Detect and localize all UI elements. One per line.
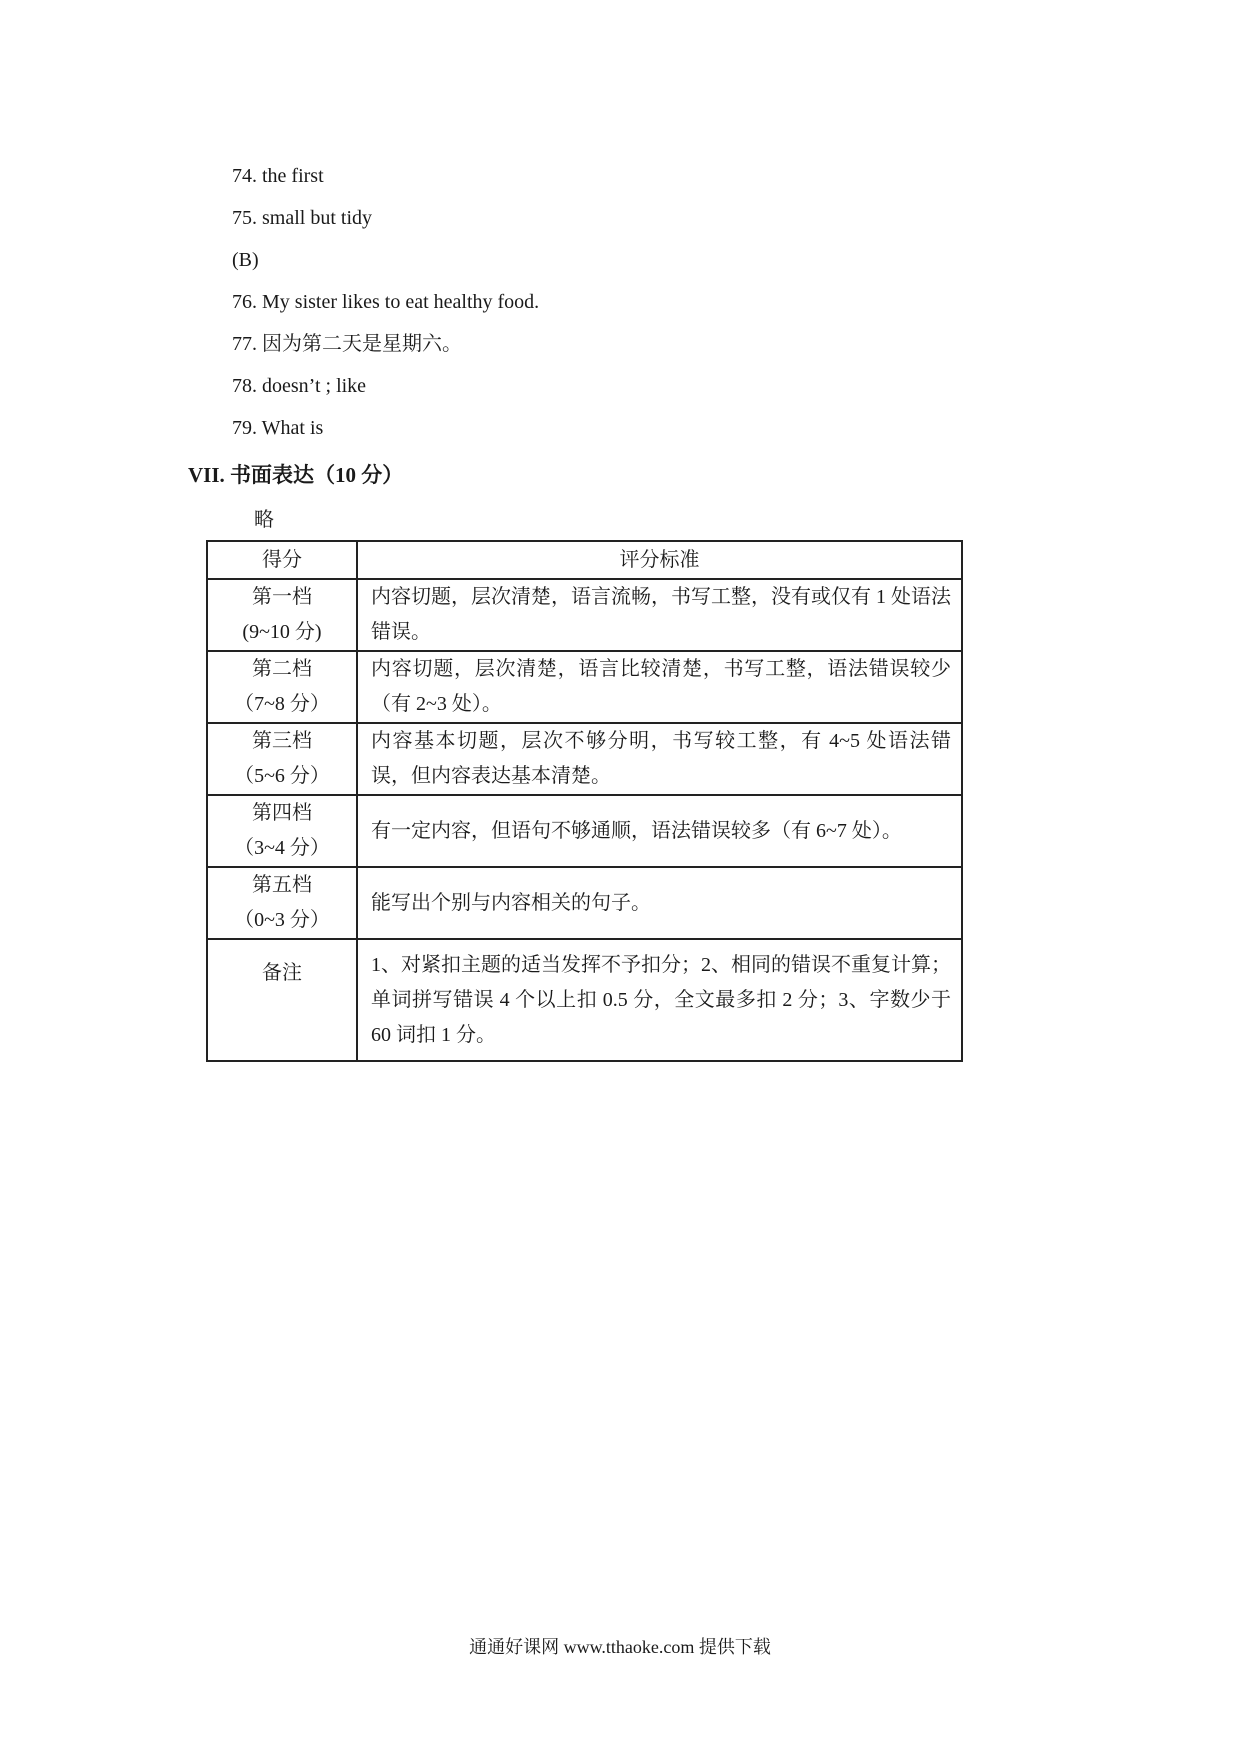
grade-level: 第二档 (252, 658, 312, 680)
answer-77: 77. 因为第二天是星期六。 (232, 333, 462, 355)
grade-range: （5~6 分） (234, 765, 330, 787)
answer-79: 79. What is (232, 417, 324, 439)
header-score: 得分 (207, 541, 357, 579)
grade-level: 第五档 (252, 874, 312, 896)
section-heading: VII. 书面表达（10 分） (188, 463, 404, 487)
answer-75: 75. small but tidy (232, 207, 372, 229)
criteria-text: 能写出个别与内容相关的句子。 (357, 867, 962, 939)
grade-cell (207, 723, 357, 795)
notes-text: 1、对紧扣主题的适当发挥不予扣分；2、相同的错误不重复计算；单词拼写错误 4 个以上扣 0.5 分，全文最多扣 2 分；3、字数少于 60 词扣 1 分。 (357, 939, 962, 1061)
rubric-row (207, 651, 962, 723)
criteria-text: 内容切题，层次清楚，语言流畅，书写工整，没有或仅有 1 处语法错误。 (357, 579, 962, 651)
answer-78: 78. doesn’t ; like (232, 375, 367, 397)
rubric-notes-row (207, 939, 962, 1061)
criteria-text: 内容切题，层次清楚，语言比较清楚，书写工整，语法错误较少（有 2~3 处）。 (357, 651, 962, 723)
grade-level: 第四档 (252, 802, 312, 824)
grade-level: 第三档 (252, 730, 312, 752)
part-b-label: (B) (232, 249, 259, 271)
grade-level: 第一档 (252, 586, 312, 608)
rubric-row (207, 579, 962, 651)
grade-cell (207, 867, 357, 939)
grade-range: (9~10 分) (242, 621, 322, 643)
grade-range: （0~3 分） (234, 909, 330, 931)
rubric-table (206, 540, 963, 1062)
answer-76: 76. My sister likes to eat healthy food. (232, 291, 540, 313)
criteria-text: 内容基本切题，层次不够分明，书写较工整，有 4~5 处语法错误，但内容表达基本清楚。 (357, 723, 962, 795)
grade-cell (207, 795, 357, 867)
rubric-row (207, 795, 962, 867)
rubric-row (207, 867, 962, 939)
grade-range: （3~4 分） (234, 837, 330, 859)
rubric-header-row (207, 541, 962, 579)
grade-range: （7~8 分） (234, 693, 330, 715)
rubric-row (207, 723, 962, 795)
page-footer: 通通好课网 www.tthaoke.com 提供下载 (469, 1637, 771, 1657)
header-criteria: 评分标准 (357, 541, 962, 579)
criteria-text: 有一定内容，但语句不够通顺，语法错误较多（有 6~7 处）。 (357, 795, 962, 867)
notes-label: 备注 (207, 939, 357, 1061)
answer-74: 74. the first (232, 165, 324, 187)
grade-cell (207, 579, 357, 651)
omitted-note: 略 (254, 509, 274, 531)
grade-cell (207, 651, 357, 723)
